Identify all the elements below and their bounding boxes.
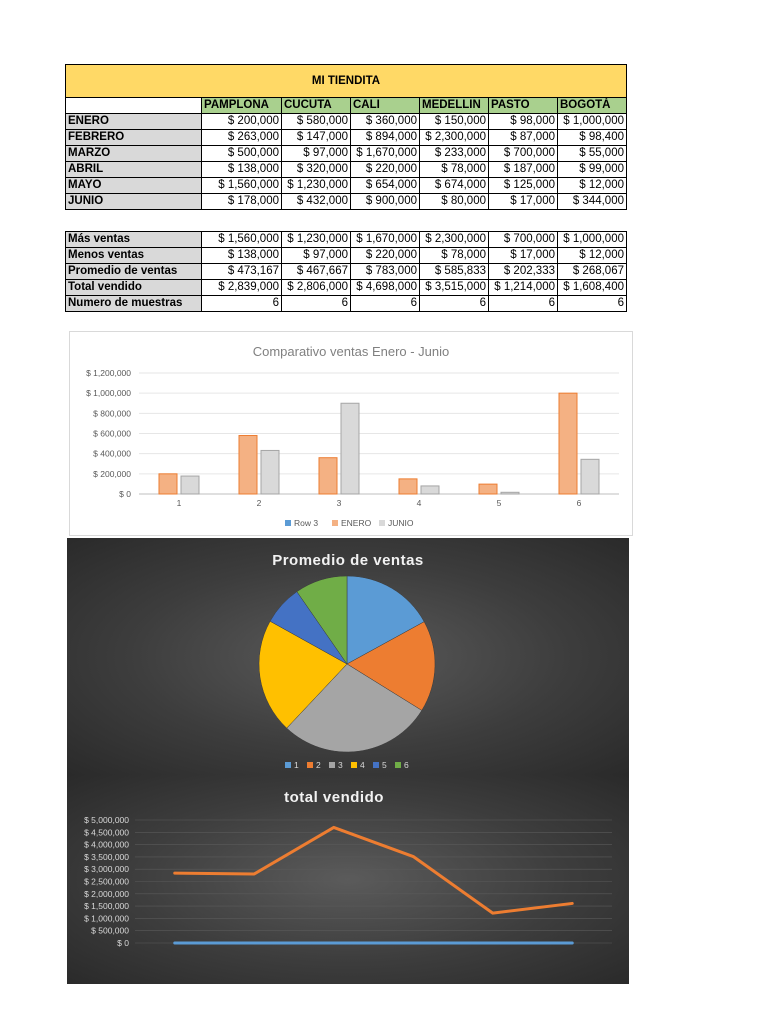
legend-swatch bbox=[307, 762, 313, 768]
row-label: MARZO bbox=[66, 146, 202, 162]
bar-enero bbox=[239, 436, 257, 494]
pie-chart-svg bbox=[67, 538, 629, 775]
table-row bbox=[66, 114, 627, 130]
column-header: PAMPLONA bbox=[202, 98, 282, 114]
data-cell: $ 187,000 bbox=[489, 162, 558, 178]
stat-cell: $ 1,608,400 bbox=[558, 280, 627, 296]
legend-label: 5 bbox=[382, 760, 387, 770]
table-row bbox=[66, 280, 627, 296]
data-cell: $ 1,670,000 bbox=[351, 146, 420, 162]
table-row bbox=[66, 264, 627, 280]
y-tick-label: $ 1,000,000 bbox=[84, 913, 129, 924]
stat-cell: 6 bbox=[489, 296, 558, 312]
x-tick-label: 1 bbox=[176, 498, 182, 508]
legend-label: 6 bbox=[404, 760, 409, 770]
data-cell: $ 80,000 bbox=[420, 194, 489, 210]
stat-cell: $ 1,230,000 bbox=[282, 232, 351, 248]
stat-cell: $ 585,833 bbox=[420, 264, 489, 280]
y-tick-label: $ 2,000,000 bbox=[84, 888, 129, 899]
chart-title: Promedio de ventas bbox=[272, 552, 424, 569]
chart-title: Comparativo ventas Enero - Junio bbox=[252, 344, 450, 359]
legend-label: Row 3 bbox=[294, 518, 319, 528]
bar-junio bbox=[581, 459, 599, 494]
data-cell: $ 500,000 bbox=[202, 146, 282, 162]
data-cell: $ 125,000 bbox=[489, 178, 558, 194]
y-tick-label: $ 400,000 bbox=[93, 448, 131, 459]
bar-junio bbox=[261, 450, 279, 494]
stat-label: Más ventas bbox=[66, 232, 202, 248]
stat-cell: $ 12,000 bbox=[558, 248, 627, 264]
data-cell: $ 320,000 bbox=[282, 162, 351, 178]
line-chart-total bbox=[67, 775, 629, 984]
legend-swatch bbox=[395, 762, 401, 768]
column-header: PASTO bbox=[489, 98, 558, 114]
bar-junio bbox=[341, 403, 359, 494]
stat-cell: $ 202,333 bbox=[489, 264, 558, 280]
stat-cell: 6 bbox=[282, 296, 351, 312]
legend-swatch bbox=[329, 762, 335, 768]
legend-swatch bbox=[379, 520, 385, 526]
stat-cell: $ 97,000 bbox=[282, 248, 351, 264]
data-cell: $ 1,230,000 bbox=[282, 178, 351, 194]
data-cell: $ 344,000 bbox=[558, 194, 627, 210]
stat-cell: $ 473,167 bbox=[202, 264, 282, 280]
header-blank-cell bbox=[66, 98, 202, 114]
data-cell: $ 2,300,000 bbox=[420, 130, 489, 146]
data-cell: $ 87,000 bbox=[489, 130, 558, 146]
legend-swatch bbox=[285, 520, 291, 526]
stat-cell: $ 783,000 bbox=[351, 264, 420, 280]
y-tick-label: $ 3,500,000 bbox=[84, 851, 129, 862]
table-row bbox=[66, 130, 627, 146]
sales-table bbox=[65, 64, 627, 210]
data-cell: $ 233,000 bbox=[420, 146, 489, 162]
table-row bbox=[66, 296, 627, 312]
stat-cell: 6 bbox=[420, 296, 489, 312]
table-row bbox=[66, 232, 627, 248]
y-tick-label: $ 3,000,000 bbox=[84, 864, 129, 875]
data-cell: $ 580,000 bbox=[282, 114, 351, 130]
stat-cell: $ 4,698,000 bbox=[351, 280, 420, 296]
y-tick-label: $ 4,000,000 bbox=[84, 839, 129, 850]
legend-label: ENERO bbox=[341, 518, 372, 528]
y-tick-label: $ 500,000 bbox=[91, 925, 129, 936]
data-cell: $ 12,000 bbox=[558, 178, 627, 194]
stat-cell: $ 220,000 bbox=[351, 248, 420, 264]
stat-cell: $ 78,000 bbox=[420, 248, 489, 264]
y-tick-label: $ 600,000 bbox=[93, 428, 131, 439]
x-tick-label: 3 bbox=[336, 498, 342, 508]
data-cell: $ 1,560,000 bbox=[202, 178, 282, 194]
legend-label: 1 bbox=[294, 760, 299, 770]
stat-cell: $ 1,000,000 bbox=[558, 232, 627, 248]
legend-swatch bbox=[332, 520, 338, 526]
data-cell: $ 900,000 bbox=[351, 194, 420, 210]
stat-cell: $ 138,000 bbox=[202, 248, 282, 264]
x-tick-label: 6 bbox=[576, 498, 582, 508]
legend-swatch bbox=[285, 762, 291, 768]
data-cell: $ 97,000 bbox=[282, 146, 351, 162]
x-tick-label: 2 bbox=[256, 498, 262, 508]
stat-label: Menos ventas bbox=[66, 248, 202, 264]
data-cell: $ 55,000 bbox=[558, 146, 627, 162]
x-tick-label: 4 bbox=[416, 498, 422, 508]
bar-chart-comparativo bbox=[69, 331, 633, 536]
row-label: MAYO bbox=[66, 178, 202, 194]
data-cell: $ 200,000 bbox=[202, 114, 282, 130]
stat-label: Total vendido bbox=[66, 280, 202, 296]
stats-table bbox=[65, 231, 627, 312]
y-tick-label: $ 1,500,000 bbox=[84, 901, 129, 912]
row-label: JUNIO bbox=[66, 194, 202, 210]
bar-chart-svg bbox=[70, 332, 632, 535]
legend-label: 3 bbox=[338, 760, 343, 770]
table-row bbox=[66, 146, 627, 162]
data-cell: $ 432,000 bbox=[282, 194, 351, 210]
legend-label: JUNIO bbox=[388, 518, 414, 528]
stat-cell: 6 bbox=[351, 296, 420, 312]
bar-enero bbox=[399, 479, 417, 494]
data-cell: $ 99,000 bbox=[558, 162, 627, 178]
stat-cell: $ 2,300,000 bbox=[420, 232, 489, 248]
data-cell: $ 654,000 bbox=[351, 178, 420, 194]
y-tick-label: $ 4,500,000 bbox=[84, 827, 129, 838]
y-tick-label: $ 200,000 bbox=[93, 468, 131, 479]
data-cell: $ 178,000 bbox=[202, 194, 282, 210]
y-tick-label: $ 2,500,000 bbox=[84, 876, 129, 887]
stat-cell: 6 bbox=[558, 296, 627, 312]
column-header: CUCUTA bbox=[282, 98, 351, 114]
table-row bbox=[66, 178, 627, 194]
stat-cell: $ 1,214,000 bbox=[489, 280, 558, 296]
table-row bbox=[66, 194, 627, 210]
line-chart-svg bbox=[67, 775, 629, 984]
data-cell: $ 220,000 bbox=[351, 162, 420, 178]
bar-junio bbox=[181, 476, 199, 494]
data-cell: $ 700,000 bbox=[489, 146, 558, 162]
data-cell: $ 894,000 bbox=[351, 130, 420, 146]
data-cell: $ 263,000 bbox=[202, 130, 282, 146]
table-row bbox=[66, 248, 627, 264]
chart-title: total vendido bbox=[284, 789, 384, 806]
stat-cell: $ 1,560,000 bbox=[202, 232, 282, 248]
stat-cell: 6 bbox=[202, 296, 282, 312]
bar-junio bbox=[421, 486, 439, 494]
y-tick-label: $ 800,000 bbox=[93, 408, 131, 419]
legend-label: 4 bbox=[360, 760, 365, 770]
stat-cell: $ 2,806,000 bbox=[282, 280, 351, 296]
legend-swatch bbox=[351, 762, 357, 768]
stat-cell: $ 17,000 bbox=[489, 248, 558, 264]
line-series-2 bbox=[175, 827, 573, 913]
stat-label: Promedio de ventas bbox=[66, 264, 202, 280]
column-header: MEDELLIN bbox=[420, 98, 489, 114]
bar-enero bbox=[319, 458, 337, 494]
data-cell: $ 78,000 bbox=[420, 162, 489, 178]
table-row bbox=[66, 162, 627, 178]
stat-cell: $ 3,515,000 bbox=[420, 280, 489, 296]
stat-cell: $ 2,839,000 bbox=[202, 280, 282, 296]
data-cell: $ 17,000 bbox=[489, 194, 558, 210]
x-tick-label: 5 bbox=[496, 498, 502, 508]
column-header: BOGOTÁ bbox=[558, 98, 627, 114]
data-cell: $ 98,000 bbox=[489, 114, 558, 130]
legend-label: 2 bbox=[316, 760, 321, 770]
data-cell: $ 150,000 bbox=[420, 114, 489, 130]
pie-chart-promedio bbox=[67, 538, 629, 775]
y-tick-label: $ 0 bbox=[117, 938, 129, 948]
y-tick-label: $ 5,000,000 bbox=[84, 815, 129, 825]
bar-enero bbox=[479, 484, 497, 494]
stat-cell: $ 467,667 bbox=[282, 264, 351, 280]
y-tick-label: $ 1,000,000 bbox=[86, 388, 131, 399]
row-label: FEBRERO bbox=[66, 130, 202, 146]
stat-label: Numero de muestras bbox=[66, 296, 202, 312]
data-cell: $ 138,000 bbox=[202, 162, 282, 178]
y-tick-label: $ 0 bbox=[119, 489, 131, 499]
row-label: ENERO bbox=[66, 114, 202, 130]
stat-cell: $ 700,000 bbox=[489, 232, 558, 248]
row-label: ABRIL bbox=[66, 162, 202, 178]
data-cell: $ 674,000 bbox=[420, 178, 489, 194]
data-cell: $ 1,000,000 bbox=[558, 114, 627, 130]
data-cell: $ 147,000 bbox=[282, 130, 351, 146]
bar-junio bbox=[501, 492, 519, 494]
data-cell: $ 98,400 bbox=[558, 130, 627, 146]
data-cell: $ 360,000 bbox=[351, 114, 420, 130]
stat-cell: $ 1,670,000 bbox=[351, 232, 420, 248]
y-tick-label: $ 1,200,000 bbox=[86, 368, 131, 378]
column-header: CALI bbox=[351, 98, 420, 114]
bar-enero bbox=[159, 474, 177, 494]
legend-swatch bbox=[373, 762, 379, 768]
stat-cell: $ 268,067 bbox=[558, 264, 627, 280]
sheet-title: MI TIENDITA bbox=[66, 65, 627, 98]
bar-enero bbox=[559, 393, 577, 494]
